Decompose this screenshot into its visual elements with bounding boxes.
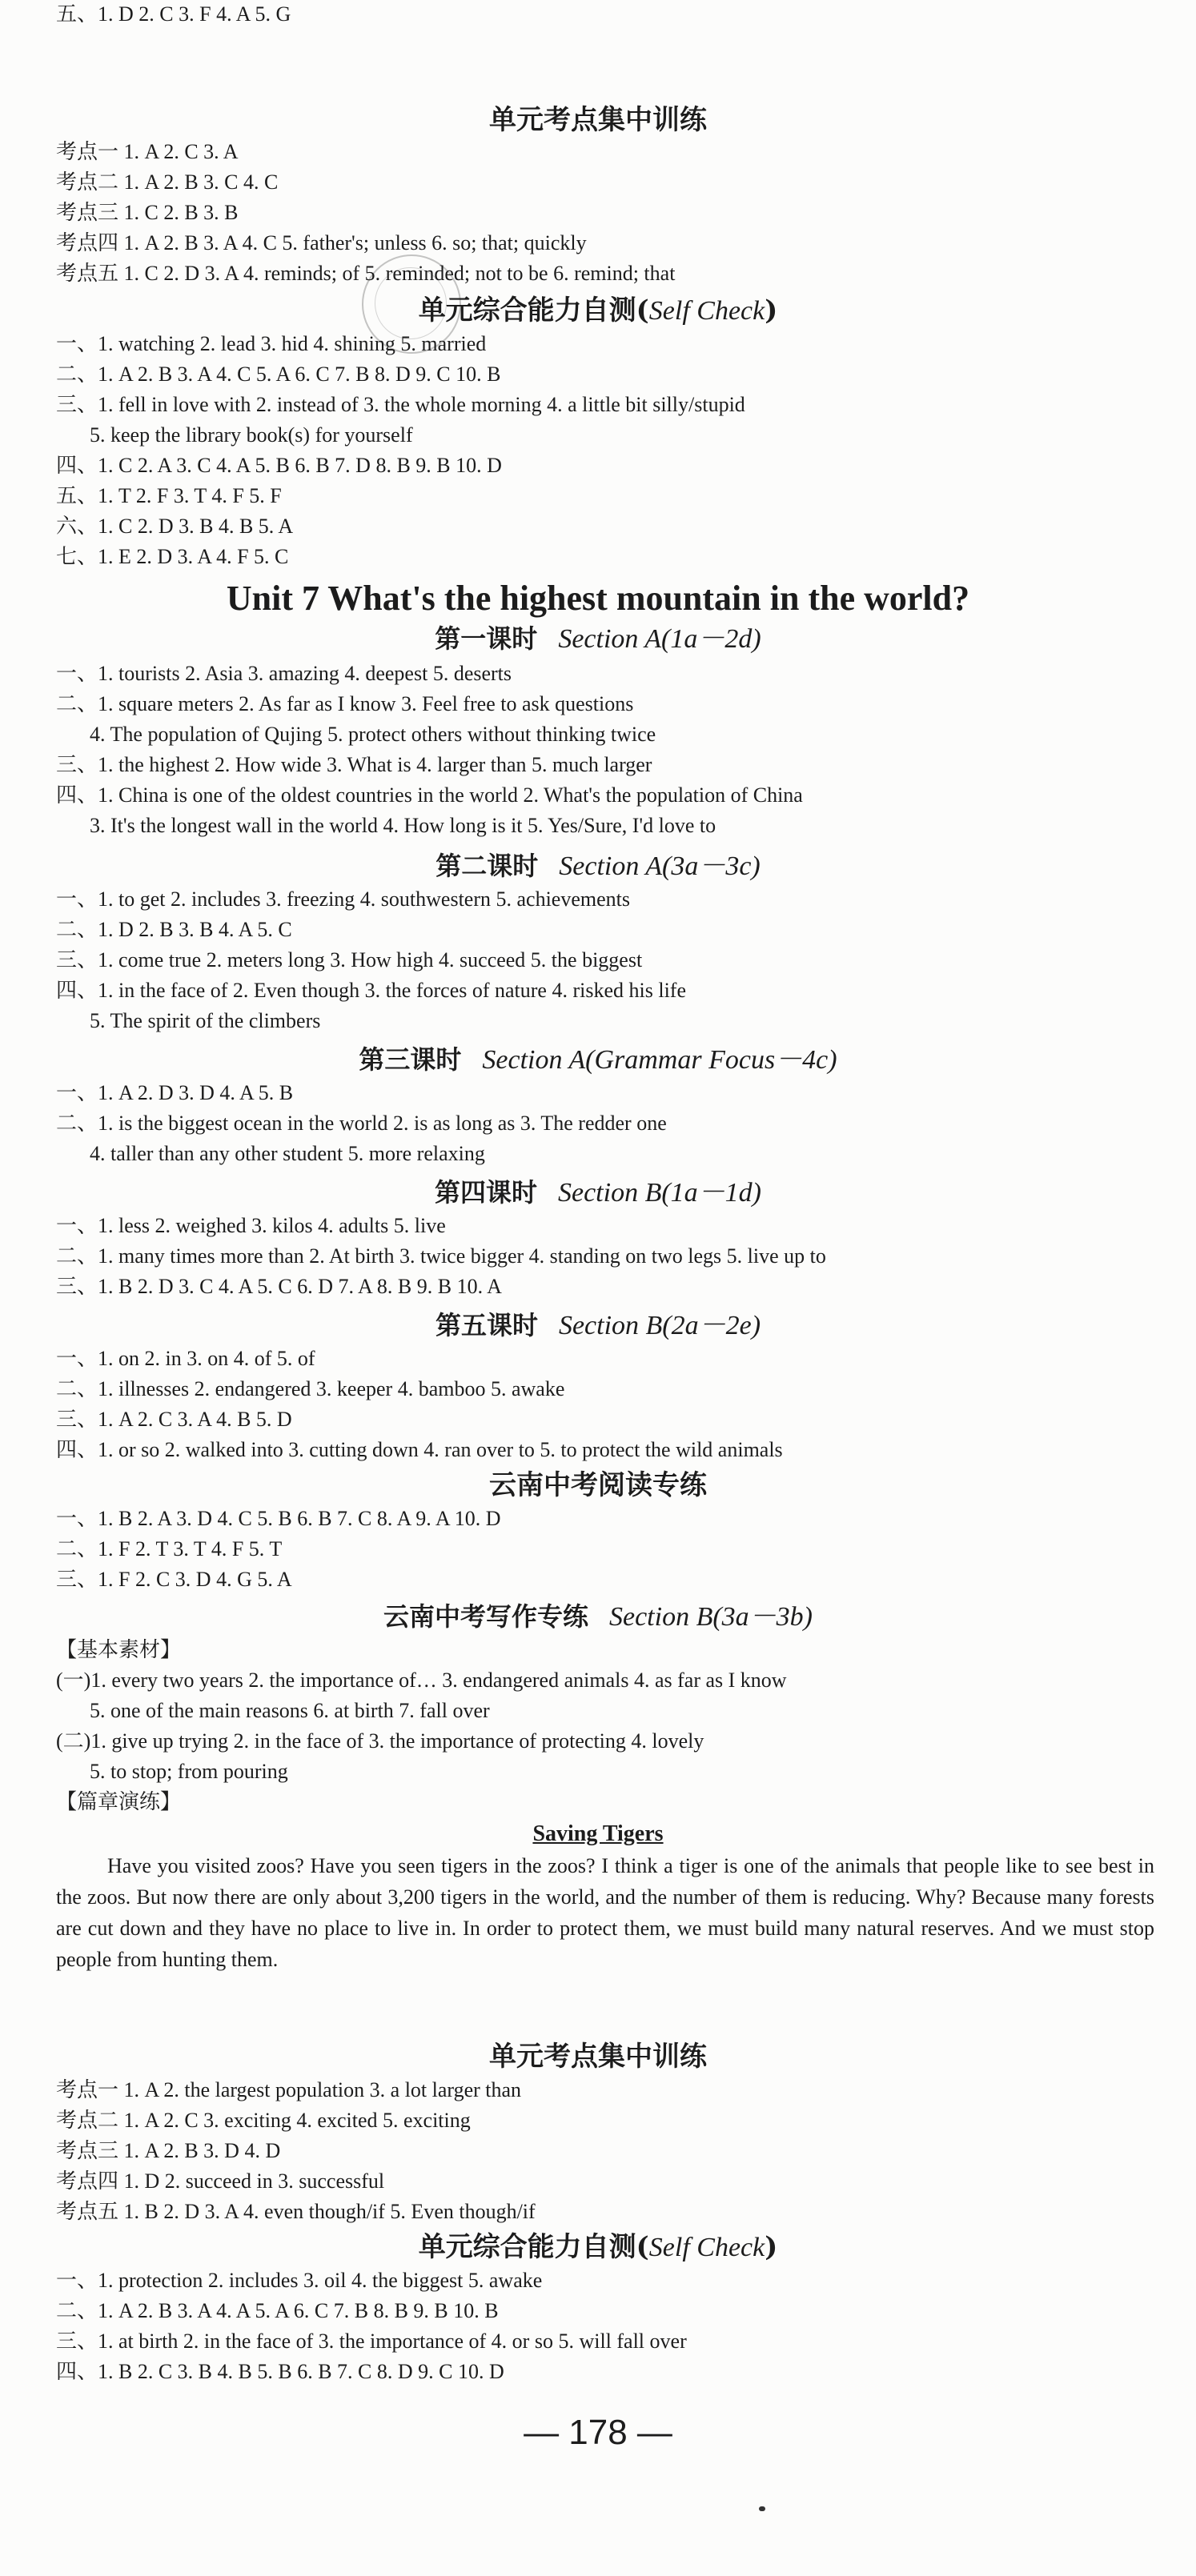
lesson-title: 第二课时 (435, 851, 539, 881)
answer-line-continued: 5. to stop; from pouring (90, 1760, 288, 1783)
answer-line: 二、1. A 2. B 3. A 4. A 5. A 6. C 7. B 8. B 9. B 10. B (56, 2299, 499, 2322)
answer-line: 二、1. many times more than 2. At birth 3. twice bigger 4. standing on two legs 5. live up to (56, 1244, 826, 1268)
answer-line: 六、1. C 2. D 3. B 4. B 5. A (56, 515, 294, 538)
print-speck (759, 2506, 765, 2511)
section-heading (0, 2229, 1196, 2265)
answer-line: 一、1. A 2. D 3. D 4. A 5. B (56, 1081, 294, 1104)
answer-line: 一、1. less 2. weighed 3. kilos 4. adults 5. live (56, 1214, 446, 1237)
answer-line: 一、1. tourists 2. Asia 3. amazing 4. deepest 5. deserts (56, 662, 512, 685)
section-heading (0, 102, 1196, 138)
answer-line: 一、1. on 2. in 3. on 4. of 5. of (56, 1347, 315, 1370)
heading-text: 单元综合能力自测( (418, 2231, 649, 2263)
answer-line-continued: 4. taller than any other student 5. more relaxing (90, 1142, 485, 1165)
answer-line-continued: 3. It's the longest wall in the world 4. How long is it 5. Yes/Sure, I'd love to (90, 814, 716, 837)
answer-line: 【篇章演练】 (56, 1790, 182, 1813)
answer-line: 考点一 1. A 2. the largest population 3. a lot larger than (56, 2078, 522, 2101)
answer-line: 五、1. D 2. C 3. F 4. A 5. G (56, 2, 291, 26)
answer-line: 三、1. fell in love with 2. instead of 3. the whole morning 4. a little bit silly/stupid (56, 393, 745, 416)
passage-title: Saving Tigers (532, 1821, 664, 1846)
answer-line: 考点三 1. A 2. B 3. D 4. D (56, 2139, 281, 2162)
lesson-heading (0, 1599, 1196, 1634)
answer-line: 三、1. at birth 2. in the face of 3. the importance of 4. or so 5. will fall over (56, 2330, 687, 2353)
lesson-title: 第四课时 (434, 1177, 537, 1208)
answer-line-continued: 5. one of the main reasons 6. at birth 7. fall over (90, 1699, 490, 1722)
lesson-section: Section B(3a－3b) (609, 1602, 813, 1632)
answer-line: 四、1. B 2. C 3. B 4. B 5. B 6. B 7. C 8. D 9. C 10. D (56, 2360, 504, 2383)
answer-line: 二、1. F 2. T 3. T 4. F 5. T (56, 1537, 283, 1560)
answer-line: 二、1. square meters 2. As far as I know 3. Feel free to ask questions (56, 692, 634, 715)
heading-close: ) (765, 294, 778, 327)
answer-line: 一、1. B 2. A 3. D 4. C 5. B 6. B 7. C 8. A 9. A 10. D (56, 1507, 501, 1530)
answer-line: 二、1. D 2. B 3. B 4. A 5. C (56, 918, 292, 941)
lesson-section: Section B(2a－2e) (558, 1311, 761, 1340)
lesson-section: Section A(1a－2d) (558, 624, 761, 654)
section-heading (0, 2039, 1196, 2074)
answer-line: 三、1. B 2. D 3. C 4. A 5. C 6. D 7. A 8. B 9. B 10. A (56, 1275, 502, 1298)
answer-line: (一)1. every two years 2. the importance of… 3. endangered animals 4. as far as I know (56, 1669, 787, 1692)
heading-text: 单元考点集中训练 (489, 2041, 707, 2073)
answer-line: 四、1. in the face of 2. Even though 3. the forces of nature 4. risked his life (56, 979, 686, 1002)
lesson-title: 第一课时 (435, 623, 538, 654)
answer-line: 四、1. C 2. A 3. C 4. A 5. B 6. B 7. D 8. B 9. B 10. D (56, 454, 502, 477)
answer-line: 三、1. F 2. C 3. D 4. G 5. A (56, 1568, 292, 1591)
heading-text: 单元综合能力自测( (418, 294, 649, 327)
answer-line: 二、1. A 2. B 3. A 4. C 5. A 6. C 7. B 8. D 9. C 10. B (56, 363, 501, 386)
unit-title: Unit 7 What's the highest mountain in the world? (226, 579, 970, 618)
section-heading (0, 1468, 1196, 1503)
answer-line: 三、1. A 2. C 3. A 4. B 5. D (56, 1408, 292, 1431)
passage-body: Have you visited zoos? Have you seen tigers in the zoos? I think a tiger is one of the animals that people like to see best in the zoos. But now there are only about 3,200 tigers in the world, and the number of them is reducing. Why? Because many forests are cut down and they have no place to live in. In order to protect them, we must build many natural reserves. And we must stop people from hunting them. (56, 1854, 1154, 1971)
answer-line: 一、1. protection 2. includes 3. oil 4. the biggest 5. awake (56, 2269, 543, 2292)
answer-line: 七、1. E 2. D 3. A 4. F 5. C (56, 545, 289, 568)
answer-line: 考点四 1. A 2. B 3. A 4. C 5. father's; unless 6. so; that; quickly (56, 231, 587, 254)
answer-line: 三、1. come true 2. meters long 3. How high 4. succeed 5. the biggest (56, 948, 643, 972)
answer-line: 考点二 1. A 2. C 3. exciting 4. excited 5. exciting (56, 2109, 471, 2132)
answer-line: 二、1. illnesses 2. endangered 3. keeper 4. bamboo 5. awake (56, 1377, 565, 1400)
section-heading (0, 293, 1196, 328)
lesson-title: 云南中考写作专练 (383, 1601, 588, 1632)
page-number: — 178 — (524, 2413, 672, 2452)
answer-line: 二、1. is the biggest ocean in the world 2. is as long as 3. The redder one (56, 1112, 667, 1135)
lesson-title: 第三课时 (359, 1044, 462, 1075)
answer-line: 考点二 1. A 2. B 3. C 4. C (56, 170, 279, 194)
answer-line: 一、1. watching 2. lead 3. hid 4. shining 5. married (56, 332, 487, 355)
answer-line: 四、1. China is one of the oldest countries in the world 2. What's the population of China (56, 783, 803, 807)
answer-line: 考点五 1. C 2. D 3. A 4. reminds; of 5. reminded; not to be 6. remind; that (56, 262, 676, 285)
answer-line-continued: 5. The spirit of the climbers (90, 1009, 321, 1032)
lesson-heading (0, 1308, 1196, 1343)
heading-italic: Self Check (648, 2233, 765, 2262)
lesson-section: Section A(3a－3c) (559, 851, 761, 881)
lesson-title: 第五课时 (435, 1310, 538, 1340)
answer-line: 五、1. T 2. F 3. T 4. F 5. F (56, 484, 282, 507)
lesson-section: Section B(1a－1d) (558, 1178, 761, 1208)
answer-line: 四、1. or so 2. walked into 3. cutting down 4. ran over to 5. to protect the wild animals (56, 1438, 783, 1461)
answer-line: 考点五 1. B 2. D 3. A 4. even though/if 5. Even though/if (56, 2200, 536, 2223)
heading-italic: Self Check (648, 296, 765, 326)
answer-line-continued: 4. The population of Qujing 5. protect others without thinking twice (90, 723, 656, 746)
lesson-heading (0, 848, 1196, 883)
lesson-heading (0, 621, 1196, 656)
heading-close: ) (765, 2231, 778, 2263)
heading-text: 单元考点集中训练 (489, 104, 707, 136)
answer-line-continued: 5. keep the library book(s) for yourself (90, 423, 413, 447)
answer-line: 考点三 1. C 2. B 3. B (56, 201, 239, 224)
answer-line: 一、1. to get 2. includes 3. freezing 4. southwestern 5. achievements (56, 887, 630, 911)
lesson-section: Section A(Grammar Focus－4c) (482, 1045, 837, 1075)
answer-line: 【基本素材】 (56, 1638, 182, 1661)
lesson-heading (0, 1175, 1196, 1210)
answer-line: (二)1. give up trying 2. in the face of 3. the importance of protecting 4. lovely (56, 1729, 704, 1753)
lesson-heading (0, 1042, 1196, 1077)
answer-line: 考点四 1. D 2. succeed in 3. successful (56, 2169, 385, 2193)
answer-line: 考点一 1. A 2. C 3. A (56, 140, 239, 163)
answer-line: 三、1. the highest 2. How wide 3. What is 4. larger than 5. much larger (56, 753, 652, 776)
heading-text: 云南中考阅读专练 (489, 1469, 707, 1501)
